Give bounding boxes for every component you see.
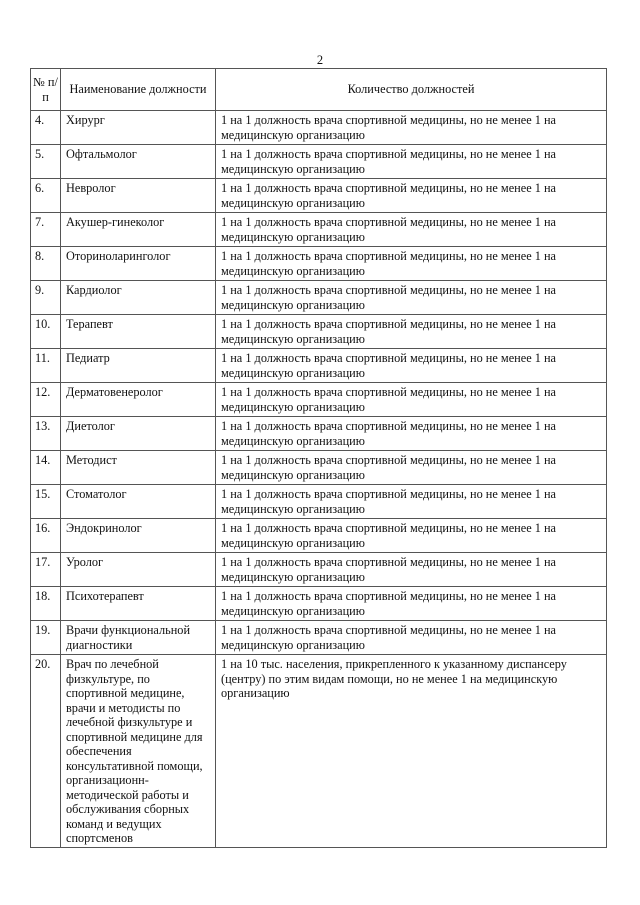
cell-num: 7. bbox=[31, 213, 61, 247]
cell-count: 1 на 1 должность врача спортивной медицины, но не менее 1 на медицинскую организацию bbox=[216, 315, 607, 349]
table-row bbox=[31, 485, 607, 519]
table-row bbox=[31, 553, 607, 587]
cell-count: 1 на 1 должность врача спортивной медицины, но не менее 1 на медицинскую организацию bbox=[216, 451, 607, 485]
cell-name: Психотерапевт bbox=[61, 587, 216, 621]
table-row bbox=[31, 383, 607, 417]
cell-count: 1 на 1 должность врача спортивной медицины, но не менее 1 на медицинскую организацию bbox=[216, 519, 607, 553]
cell-count: 1 на 1 должность врача спортивной медицины, но не менее 1 на медицинскую организацию bbox=[216, 383, 607, 417]
cell-num: 16. bbox=[31, 519, 61, 553]
table-row bbox=[31, 179, 607, 213]
cell-count: 1 на 1 должность врача спортивной медицины, но не менее 1 на медицинскую организацию bbox=[216, 179, 607, 213]
cell-name: Дерматовенеролог bbox=[61, 383, 216, 417]
table-row bbox=[31, 417, 607, 451]
cell-name: Методист bbox=[61, 451, 216, 485]
cell-name: Диетолог bbox=[61, 417, 216, 451]
cell-num: 20. bbox=[31, 655, 61, 848]
table-row bbox=[31, 349, 607, 383]
cell-name: Врачи функциональной диагностики bbox=[61, 621, 216, 655]
table-row bbox=[31, 281, 607, 315]
table-row bbox=[31, 111, 607, 145]
cell-num: 17. bbox=[31, 553, 61, 587]
cell-num: 18. bbox=[31, 587, 61, 621]
cell-num: 11. bbox=[31, 349, 61, 383]
cell-num: 14. bbox=[31, 451, 61, 485]
cell-count: 1 на 1 должность врача спортивной медицины, но не менее 1 на медицинскую организацию bbox=[216, 587, 607, 621]
cell-num: 5. bbox=[31, 145, 61, 179]
cell-count: 1 на 1 должность врача спортивной медицины, но не менее 1 на медицинскую организацию bbox=[216, 553, 607, 587]
cell-num: 12. bbox=[31, 383, 61, 417]
cell-num: 9. bbox=[31, 281, 61, 315]
page-number: 2 bbox=[316, 53, 324, 67]
table-row bbox=[31, 315, 607, 349]
cell-count: 1 на 1 должность врача спортивной медицины, но не менее 1 на медицинскую организацию bbox=[216, 349, 607, 383]
cell-name: Хирург bbox=[61, 111, 216, 145]
table-row bbox=[31, 213, 607, 247]
cell-name: Эндокринолог bbox=[61, 519, 216, 553]
cell-count: 1 на 10 тыс. населения, прикрепленного к указанному диспансеру (центру) по этим видам помощи, но не менее 1 на медицинскую организацию bbox=[216, 655, 607, 848]
cell-name: Кардиолог bbox=[61, 281, 216, 315]
cell-name: Педиатр bbox=[61, 349, 216, 383]
table-row bbox=[31, 145, 607, 179]
cell-count: 1 на 1 должность врача спортивной медицины, но не менее 1 на медицинскую организацию bbox=[216, 213, 607, 247]
table-row bbox=[31, 247, 607, 281]
cell-num: 4. bbox=[31, 111, 61, 145]
table-row bbox=[31, 655, 607, 848]
cell-count: 1 на 1 должность врача спортивной медицины, но не менее 1 на медицинскую организацию bbox=[216, 485, 607, 519]
cell-name: Уролог bbox=[61, 553, 216, 587]
cell-count: 1 на 1 должность врача спортивной медицины, но не менее 1 на медицинскую организацию bbox=[216, 111, 607, 145]
header-count: Количество должностей bbox=[216, 69, 607, 111]
cell-count: 1 на 1 должность врача спортивной медицины, но не менее 1 на медицинскую организацию bbox=[216, 145, 607, 179]
cell-name: Стоматолог bbox=[61, 485, 216, 519]
cell-count: 1 на 1 должность врача спортивной медицины, но не менее 1 на медицинскую организацию bbox=[216, 247, 607, 281]
staffing-table bbox=[30, 68, 607, 848]
table-row bbox=[31, 519, 607, 553]
cell-name: Офтальмолог bbox=[61, 145, 216, 179]
cell-num: 6. bbox=[31, 179, 61, 213]
cell-count: 1 на 1 должность врача спортивной медицины, но не менее 1 на медицинскую организацию bbox=[216, 417, 607, 451]
cell-num: 8. bbox=[31, 247, 61, 281]
header-num: № п/п bbox=[31, 69, 61, 111]
cell-name: Врач по лечебной физкультуре, по спортивной медицине, врачи и методисты по лечебной физкультуре и спортивной медицине для обеспечения консультативной помощи, организационн-методической работы и обслуживания сборных команд и ведущих спортсменов bbox=[61, 655, 216, 848]
table-header-row bbox=[31, 69, 607, 111]
cell-name: Невролог bbox=[61, 179, 216, 213]
cell-num: 10. bbox=[31, 315, 61, 349]
cell-count: 1 на 1 должность врача спортивной медицины, но не менее 1 на медицинскую организацию bbox=[216, 621, 607, 655]
table-row bbox=[31, 621, 607, 655]
cell-num: 15. bbox=[31, 485, 61, 519]
cell-name: Терапевт bbox=[61, 315, 216, 349]
cell-name: Оториноларинголог bbox=[61, 247, 216, 281]
cell-name: Акушер-гинеколог bbox=[61, 213, 216, 247]
table-row bbox=[31, 587, 607, 621]
table-row bbox=[31, 451, 607, 485]
cell-num: 13. bbox=[31, 417, 61, 451]
header-name: Наименование должности bbox=[61, 69, 216, 111]
cell-num: 19. bbox=[31, 621, 61, 655]
cell-count: 1 на 1 должность врача спортивной медицины, но не менее 1 на медицинскую организацию bbox=[216, 281, 607, 315]
